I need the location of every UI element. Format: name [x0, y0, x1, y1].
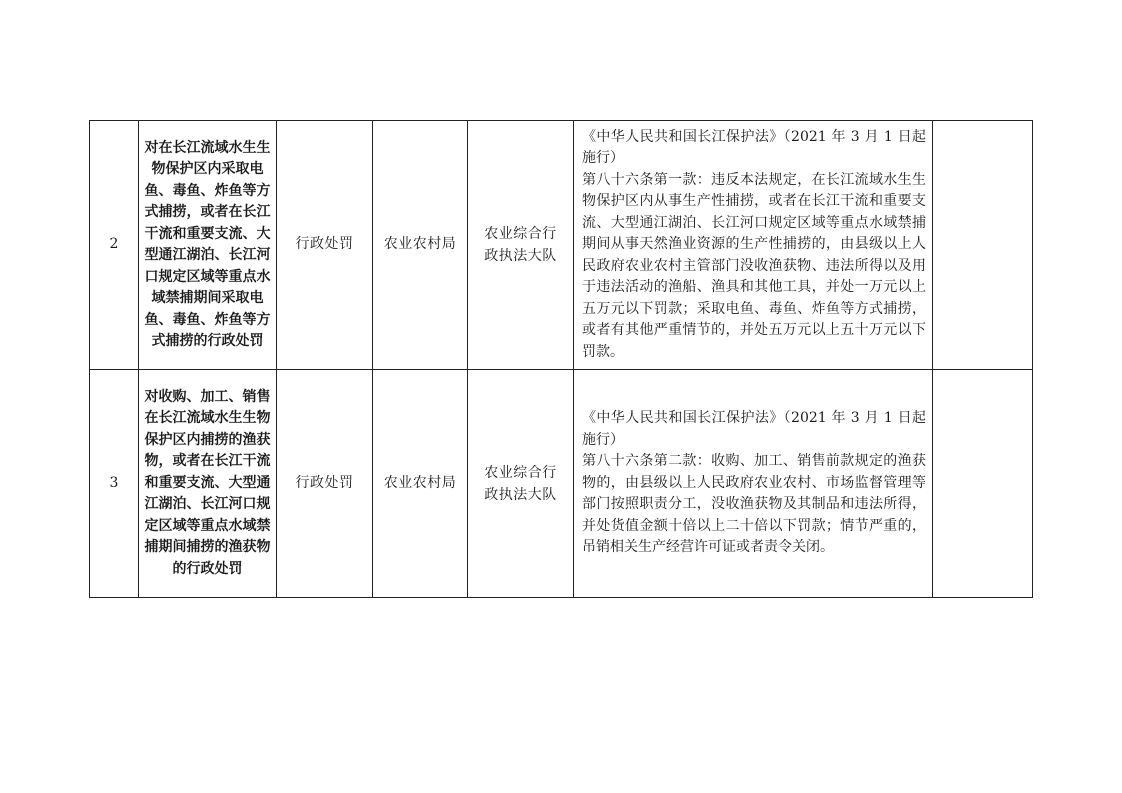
department-cell: 农业农村局	[373, 370, 468, 598]
executor-cell	[468, 370, 574, 598]
item-name: 对收购、加工、销售在长江流域水生生物保护区内捕捞的渔获物，或者在长江干流和重要支流、大型通江湖泊、长江河口规定区域等重点水域禁捕期间捕捞的渔获物的行政处罚	[144, 388, 271, 577]
penalty-table	[89, 120, 1033, 598]
row-number: 2	[90, 121, 139, 370]
row-number: 3	[90, 370, 139, 598]
executor-cell	[468, 121, 574, 370]
category-cell: 行政处罚	[277, 121, 373, 370]
table-row	[90, 121, 1033, 370]
legal-basis-cell	[574, 121, 933, 370]
category-cell: 行政处罚	[277, 370, 373, 598]
executor-text: 农业综合行政执法大队	[484, 226, 557, 264]
legal-basis-text: 《中华人民共和国长江保护法》（2021 年 3 月 1 日起施行） 第八十六条第二款：收购、加工、销售前款规定的渔获物的，由县级以上人民政府农业农村、市场监督管理等部门按照职责分工，没收渔获物及其制品和违法所得，并处货值金额十倍以上二十倍以下罚款；情节严重的，吊销相关生产经营许可证或者责令关闭。	[582, 410, 926, 556]
item-name-cell	[139, 370, 277, 598]
legal-basis-text: 《中华人民共和国长江保护法》（2021 年 3 月 1 日起施行） 第八十六条第一款：违反本法规定，在长江流域水生生物保护区内从事生产性捕捞，或者在长江干流和重要支流、大型通江湖泊、长江河口规定区域等重点水域禁捕期间从事天然渔业资源的生产性捕捞的，由县级以上人民政府农业农村主管部门没收渔获物、违法所得以及用于违法活动的渔船、渔具和其他工具，并处一万元以上五万元以下罚款；采取电鱼、毒鱼、炸鱼等方式捕捞，或者有其他严重情节的，并处五万元以上五十万元以下罚款。	[582, 128, 926, 360]
department-cell: 农业农村局	[373, 121, 468, 370]
item-name-cell	[139, 121, 277, 370]
executor-text: 农业综合行政执法大队	[484, 464, 557, 503]
table-row	[90, 370, 1033, 598]
legal-basis-cell	[574, 370, 933, 598]
note-cell	[933, 121, 1033, 370]
item-name: 对在长江流域水生生物保护区内采取电鱼、毒鱼、炸鱼等方式捕捞，或者在长江干流和重要支流、大型通江湖泊、长江河口规定区域等重点水域禁捕期间采取电鱼、毒鱼、炸鱼等方式捕捞的行政处罚	[144, 139, 271, 349]
note-cell	[933, 370, 1033, 598]
